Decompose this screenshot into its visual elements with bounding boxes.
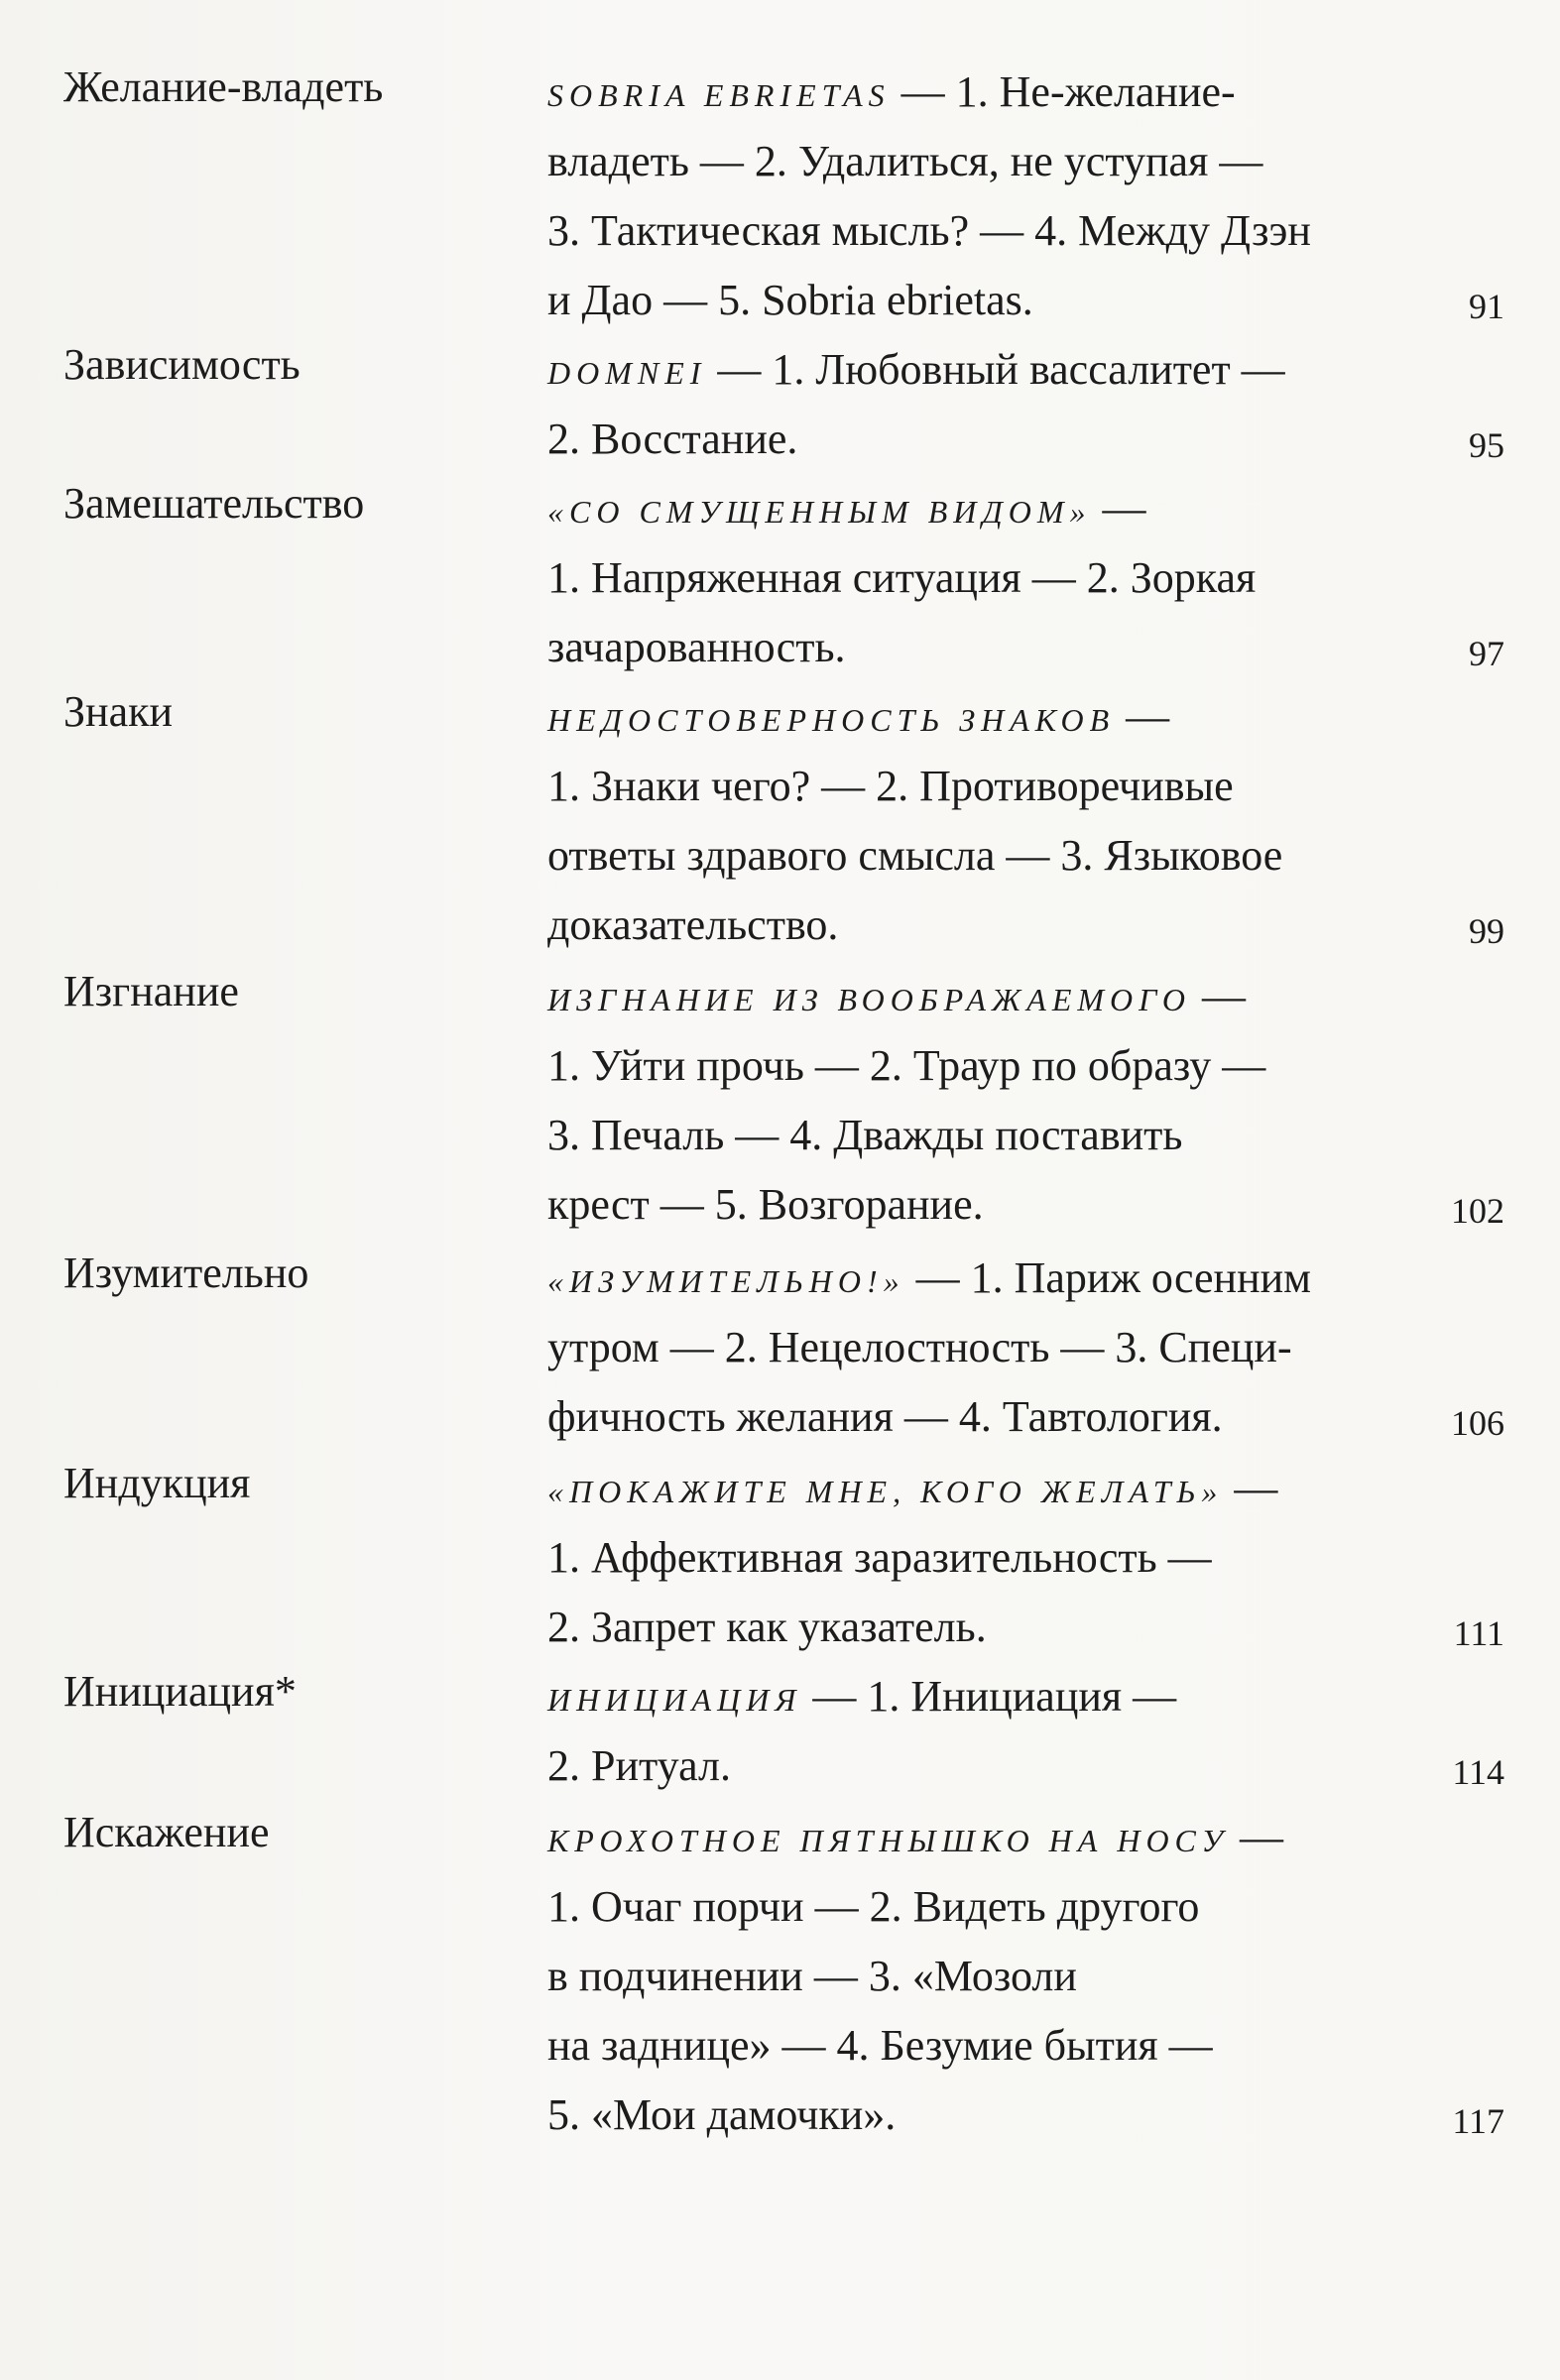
entry-description — [547, 58, 1480, 335]
entry-line: 2. Ритуал. — [547, 1741, 731, 1790]
entry-line-text: — 1. Любовный вассалитет — — [706, 345, 1285, 394]
page-number: 114 — [1452, 1752, 1504, 1792]
entry-line: доказательство. — [547, 900, 839, 949]
entry-line — [547, 58, 1480, 127]
page-number: 117 — [1452, 2101, 1504, 2141]
entry-line: 1. Знаки чего? — 2. Противоречивые — [547, 762, 1234, 810]
entry-title: КРОХОТНОЕ ПЯТНЫШКО НА НОСУ — [547, 1823, 1229, 1858]
entry-title: SOBRIA EBRIETAS — [547, 77, 891, 113]
entry-line: 3. Печаль — 4. Дважды поставить — [547, 1111, 1183, 1159]
entry-line: 2. Восстание. — [547, 415, 798, 463]
entry-line — [547, 1803, 1480, 1872]
entry-title: «ПОКАЖИТЕ МНЕ, КОГО ЖЕЛАТЬ» — [547, 1474, 1224, 1509]
entry-line-text: — — [1115, 692, 1170, 741]
page-number: 91 — [1469, 287, 1504, 326]
entry-line-text: — 1. Инициация — — [801, 1672, 1177, 1721]
entry-line: 1. Напряженная ситуация — 2. Зоркая — [547, 553, 1257, 602]
entry-term: Изгнание — [63, 967, 239, 1015]
entry-line: зачарованность. — [547, 623, 846, 671]
entry-line-text: — — [1229, 1813, 1283, 1861]
page-number: 97 — [1469, 634, 1504, 673]
entry-term: Инициация* — [63, 1667, 297, 1716]
entry-line-text: — — [1223, 1464, 1278, 1512]
entry-title: НЕДОСТОВЕРНОСТЬ ЗНАКОВ — [547, 702, 1116, 738]
entry-description — [547, 335, 1480, 474]
entry-term: Замешательство — [63, 479, 365, 528]
entry-description — [547, 1803, 1480, 2150]
entry-description — [547, 682, 1480, 960]
entry-description — [547, 1662, 1480, 1801]
entry-line: фичность желания — 4. Тавтология. — [547, 1392, 1223, 1441]
entry-line: владеть — 2. Удалиться, не уступая — — [547, 137, 1263, 185]
entry-term: Изумительно — [63, 1249, 309, 1297]
entry-line — [547, 335, 1480, 405]
entry-line — [547, 962, 1480, 1031]
entry-description — [547, 474, 1480, 682]
entry-line: 3. Тактическая мысль? — 4. Между Дзэн — [547, 206, 1311, 255]
entry-line: 2. Запрет как указатель. — [547, 1603, 987, 1651]
page-number: 95 — [1469, 425, 1504, 465]
entry-line-text: — — [1091, 484, 1146, 533]
entry-description — [547, 962, 1480, 1240]
entry-description — [547, 1454, 1480, 1662]
entry-line: на заднице» — 4. Безумие бытия — — [547, 2021, 1213, 2070]
entry-title: DOMNEI — [547, 355, 707, 391]
entry-title: ИНИЦИАЦИЯ — [547, 1682, 802, 1718]
entry-line: в подчинении — 3. «Мозоли — [547, 1952, 1077, 2000]
page-number: 111 — [1453, 1613, 1504, 1653]
entry-line — [547, 1244, 1480, 1313]
entry-line: ответы здравого смысла — 3. Языковое — [547, 831, 1283, 880]
entry-line: 1. Очаг порчи — 2. Видеть другого — [547, 1882, 1200, 1931]
entry-line — [547, 682, 1480, 752]
entry-line-text: — 1. Париж осенним — [904, 1253, 1312, 1302]
entry-term: Желание-владеть — [63, 62, 384, 111]
entry-title: «СО СМУЩЕННЫМ ВИДОМ» — [547, 494, 1092, 530]
entry-line — [547, 1454, 1480, 1523]
page-number: 99 — [1469, 911, 1504, 951]
entry-term: Знаки — [63, 687, 174, 736]
entry-description — [547, 1244, 1480, 1452]
entry-line: 1. Уйти прочь — 2. Траур по образу — — [547, 1041, 1266, 1090]
page-number: 106 — [1451, 1403, 1504, 1443]
entry-title: ИЗГНАНИЕ ИЗ ВООБРАЖАЕМОГО — [547, 982, 1192, 1017]
entry-line-text: — — [1191, 972, 1247, 1020]
entry-line: 5. «Мои дамочки». — [547, 2090, 897, 2139]
entry-line — [547, 474, 1480, 543]
entry-line: крест — 5. Возгорание. — [547, 1180, 984, 1229]
entry-line: утром — 2. Нецелостность — 3. Специ- — [547, 1323, 1292, 1371]
entry-term: Искажение — [63, 1808, 270, 1856]
page-number: 102 — [1451, 1191, 1504, 1231]
entry-line: 1. Аффективная заразительность — — [547, 1533, 1212, 1582]
entry-line — [547, 1662, 1480, 1731]
entry-line: и Дао — 5. Sobria ebrietas. — [547, 276, 1033, 324]
entry-term: Зависимость — [63, 340, 300, 389]
entry-title: «ИЗУМИТЕЛЬНО!» — [547, 1263, 905, 1299]
entry-line-text: — 1. Не-желание- — [890, 67, 1236, 116]
entry-term: Индукция — [63, 1459, 251, 1507]
